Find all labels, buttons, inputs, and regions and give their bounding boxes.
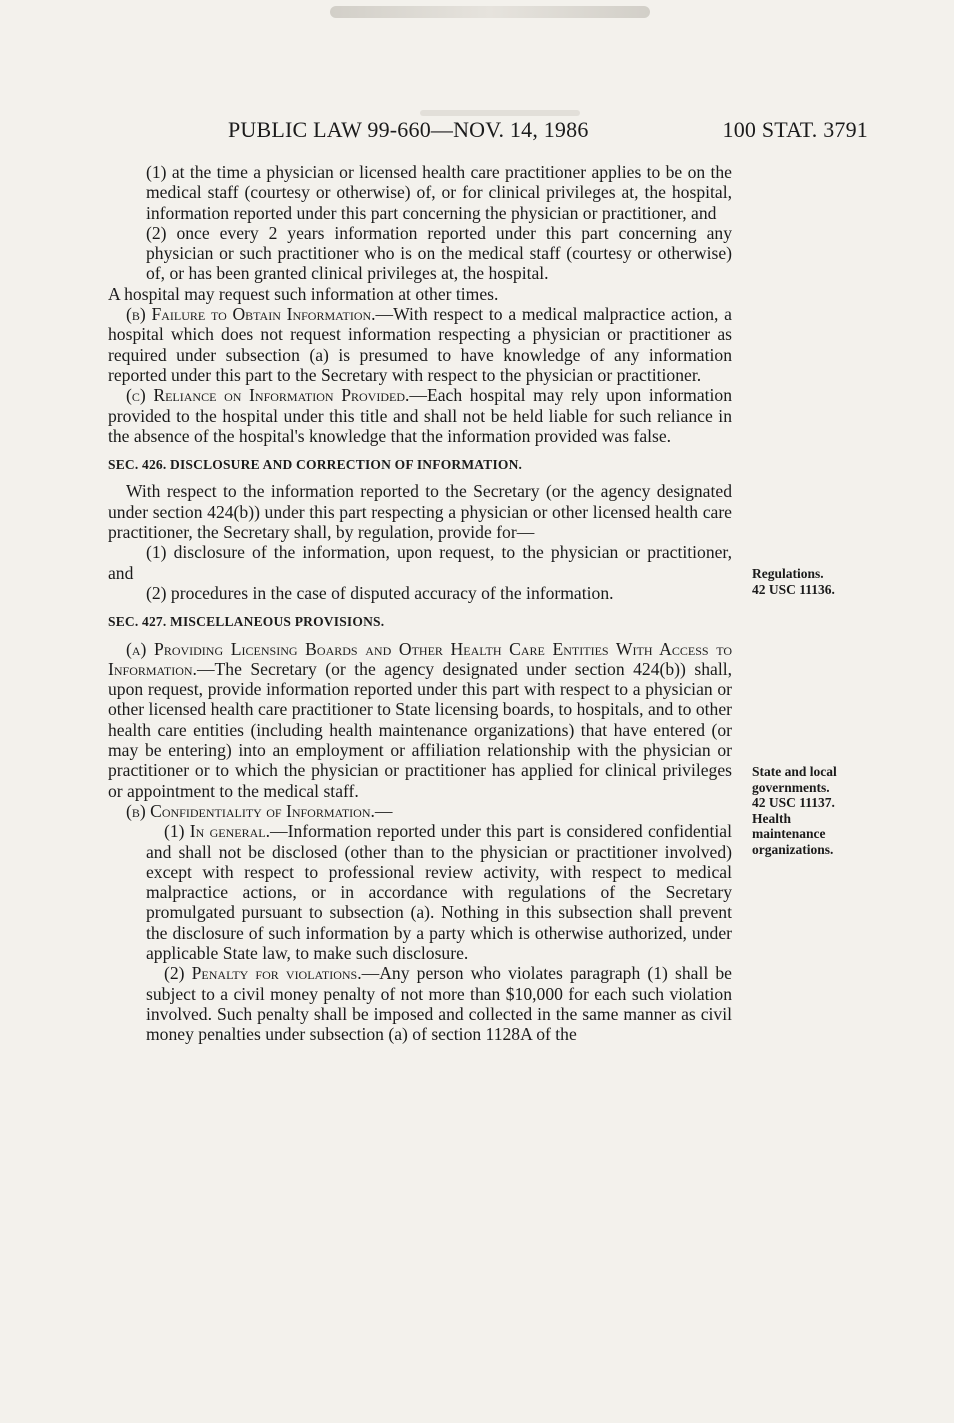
paragraph-3 — [108, 284, 732, 304]
subsection-b-heading: (b) Failure to Obtain Information. — [126, 304, 376, 325]
paragraph-2-text: (2) once every 2 years information reported under this part concerning any physician or such practitioner who is on the medical staff (courtesy or otherwise) of, or has been granted clinical privileges at, the hospital. — [146, 222, 732, 284]
section-426-item-1-text: (1) disclosure of the information, upon request, to the physician or practitioner, and — [108, 542, 732, 583]
paragraph-b-1 — [108, 821, 732, 963]
margin-note-health: Health — [752, 810, 791, 826]
paragraph-b-2-text: —Any person who violates paragraph (1) shall be subject to a civil money penalty of not more than $10,000 for each such violation involved. Such penalty shall be imposed and collected in the same manner as civil money penalties under subsection (a) of section 1128A of the — [146, 963, 732, 1045]
paragraph-1-text: (1) at the time a physician or licensed health care practitioner applies to be on the medical staff (courtesy or otherwise) of, or for clinical privileges at, the hospital, information reported under this part concerning the physician or practitioner, and — [146, 162, 732, 223]
margin-note-usc-11137: 42 USC 11137. — [752, 795, 835, 810]
subsection-b-confidentiality-heading: (b) Confidentiality of Information. — [126, 800, 375, 821]
subsection-b-confidentiality-dash: — — [374, 800, 393, 821]
paragraph-3-text: A hospital may request such information at other times. — [108, 283, 499, 304]
header-page-number: 100 STAT. 3791 — [722, 117, 868, 142]
section-427-heading: SEC. 427. MISCELLANEOUS PROVISIONS. — [108, 614, 385, 630]
page-header — [228, 117, 868, 147]
margin-note-state-local: State and local — [752, 764, 837, 779]
section-426-heading: SEC. 426. DISCLOSURE AND CORRECTION OF INFORMATION. — [108, 457, 523, 473]
subsection-a-text: —The Secretary (or the agency designated under section 424(b)) shall, upon request, provide information reported under this part with respect to a physician or other licensed health care practitioner to State licensing boards, to hospitals, and to other health care entities (including health maintenance organizations) that have entered (or may be entering) into an employment or affiliation relationship with the physician or practitioner or to which the physician or practitioner has applied for clinical privileges or appointment to the medical staff. — [108, 658, 732, 801]
section-426-item-2 — [108, 583, 732, 603]
subsection-c-heading: (c) Reliance on Information Provided. — [126, 385, 410, 406]
paragraph-b-1-heading: (1) In general. — [164, 821, 270, 842]
paragraph-2 — [108, 223, 732, 284]
section-426-item-1 — [108, 542, 732, 583]
margin-note-maintenance: maintenance — [752, 826, 826, 841]
margin-note-organizations: organizations. — [752, 841, 834, 857]
paragraph-b-2-heading: (2) Penalty for violations. — [164, 963, 362, 984]
margin-note-regulations: Regulations. — [752, 566, 824, 581]
subsection-a-heading: (a) Providing Licensing Boards and Other Health Care Entities With Access to Information. — [108, 638, 732, 679]
subsection-b-text: —With respect to a medical malpractice action, a hospital which does not request information respecting a physician or practitioner as required under subsection (a) is presumed to have knowledge of any information reported under this part to the Secretary with respect to the physician or practitioner. — [108, 304, 732, 385]
margin-note-sec426 — [752, 566, 922, 597]
section-426-text: With respect to the information reported to the Secretary (or the agency designated under section 424(b)) under this part respecting a physician or other licensed health care practitioner, the Secretary shall, by regulation, provide for— — [108, 481, 732, 543]
subsection-a — [108, 639, 732, 801]
subsection-b — [108, 304, 732, 385]
margin-note-sec427 — [752, 764, 922, 857]
bleed-through-top — [330, 6, 650, 18]
statute-body — [108, 162, 732, 1044]
header-title: PUBLIC LAW 99-660—NOV. 14, 1986 — [228, 117, 589, 142]
margin-note-usc-11136: 42 USC 11136. — [752, 581, 835, 597]
paragraph-b-2 — [108, 963, 732, 1044]
subsection-b-confidentiality — [108, 801, 732, 821]
paragraph-b-1-text: —Information reported under this part is considered confidential and shall not be disclosed (other than to the physician or practitioner involved) except with respect to professional review activity, with respect to medical malpractice actions, or in accordance with regulations of the Secretary promulgated pursuant to subsection (a). Nothing in this subsection shall prevent the disclosure of such information by a party which is otherwise authorized, under applicable State law, to make such disclosure. — [146, 821, 732, 963]
paragraph-1 — [108, 162, 732, 223]
section-426-item-2-text: (2) procedures in the case of disputed accuracy of the information. — [146, 582, 614, 603]
subsection-c-text: —Each hospital may rely upon information provided to the hospital under this title and shall not be held liable for such reliance in the absence of the hospital's knowledge that the information provided was false. — [108, 385, 732, 446]
bleed-through-top-2 — [420, 110, 580, 116]
margin-note-governments: governments. — [752, 779, 830, 795]
subsection-c — [108, 385, 732, 446]
